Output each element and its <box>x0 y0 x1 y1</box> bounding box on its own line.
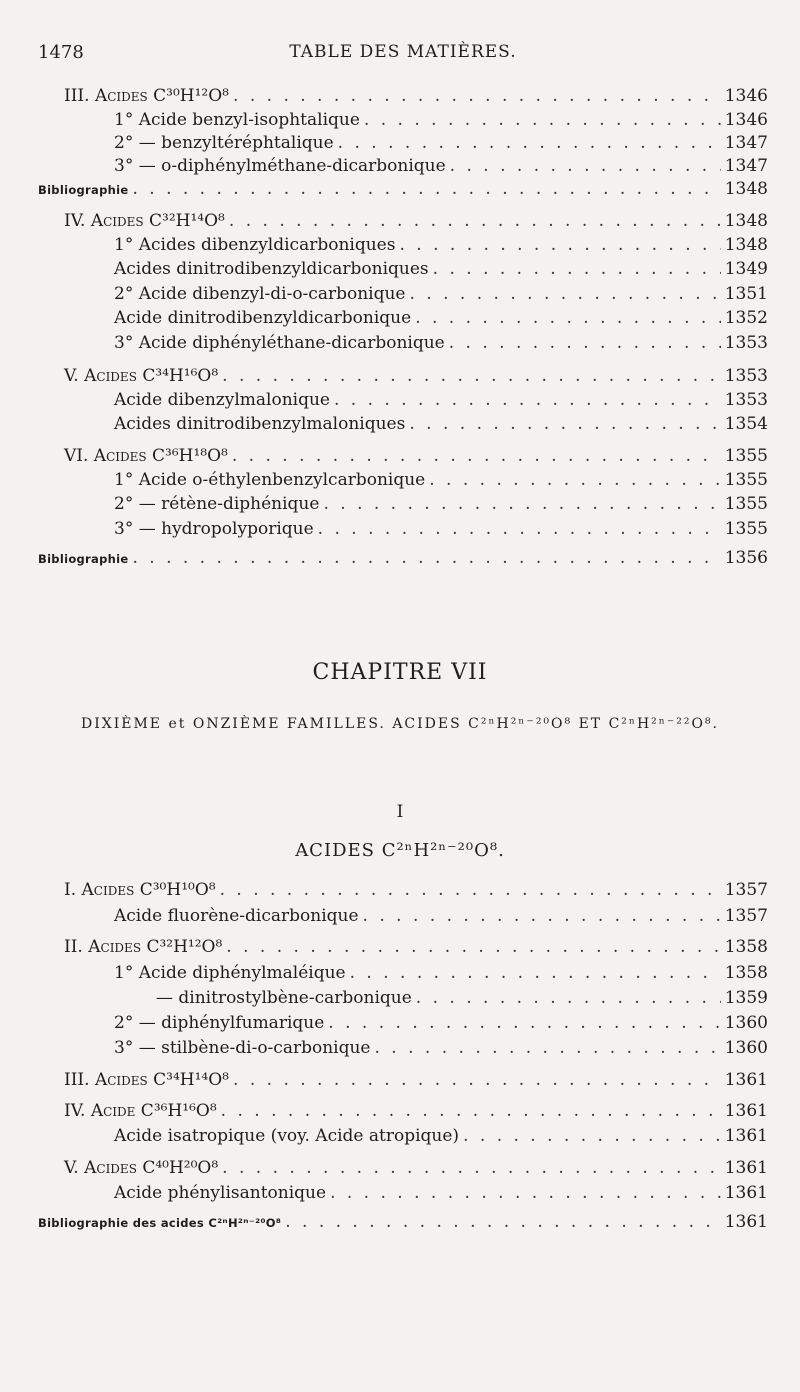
leader-dots <box>363 906 721 926</box>
toc-entry-label: 1° Acide diphénylmaléique <box>114 963 346 983</box>
toc-entry <box>114 414 768 434</box>
leader-dots <box>226 937 720 957</box>
leader-dots <box>364 110 721 130</box>
toc-entry-page: 1353 <box>724 366 768 386</box>
toc-entry-label: 1° Acide benzyl-isophtalique <box>114 110 360 130</box>
toc-entry <box>114 156 768 176</box>
toc-entry-label: 2° — benzyltéréphtalique <box>114 133 334 153</box>
toc-entry-label: Bibliographie <box>38 183 129 197</box>
toc-entry-page: 1355 <box>724 446 768 466</box>
toc-entry-page: 1355 <box>724 494 768 514</box>
toc-entry <box>38 179 768 199</box>
leader-dots <box>415 308 721 328</box>
leader-dots <box>232 446 721 466</box>
toc-entry-page: 1360 <box>724 1013 768 1033</box>
toc-entry-page: 1347 <box>724 156 768 176</box>
toc-entry <box>114 963 768 983</box>
toc-entry-label: Acide isatropique (voy. Acide atropique) <box>114 1126 460 1146</box>
toc-entry <box>114 133 768 153</box>
toc-entry <box>114 1183 768 1203</box>
page-number: 1478 <box>38 42 84 63</box>
toc-entry-page: 1360 <box>724 1038 768 1058</box>
toc-entry-page: 1361 <box>724 1126 768 1146</box>
toc-entry-label: Acides dinitrodibenzyldicarboniques <box>114 259 429 279</box>
toc-entry-label: III. Acides C³⁰H¹²O⁸ <box>64 86 230 106</box>
leader-dots <box>285 1212 721 1232</box>
toc-entry <box>38 1212 768 1232</box>
toc-entry-label: Bibliographie des acides C²ⁿH²ⁿ⁻²⁰O⁸ <box>38 1216 282 1230</box>
toc-entry-label: I. Acides C³⁰H¹⁰O⁸ <box>64 880 216 900</box>
toc-entry-page: 1346 <box>724 86 768 106</box>
toc-entry-label: V. Acides C⁴⁰H²⁰O⁸ <box>64 1158 219 1178</box>
toc-entry-page: 1355 <box>724 519 768 539</box>
toc-entry <box>114 519 768 539</box>
toc-entry-page: 1355 <box>724 470 768 490</box>
toc-entry-page: 1352 <box>724 308 768 328</box>
chapter-title: CHAPITRE VII <box>312 660 488 685</box>
toc-entry-label: 1° Acides dibenzyldicarboniques <box>114 235 396 255</box>
leader-dots <box>330 1183 721 1203</box>
toc-entry <box>64 880 768 900</box>
toc-entry-label: Acide phénylisantonique <box>114 1183 327 1203</box>
toc-entry-label: 2° — rétène-diphénique <box>114 494 320 514</box>
toc-entry-page: 1361 <box>724 1212 768 1232</box>
toc-entry-page: 1349 <box>724 259 768 279</box>
leader-dots <box>334 390 721 410</box>
toc-entry-label: V. Acides C³⁴H¹⁶O⁸ <box>64 366 219 386</box>
toc-entry-page: 1358 <box>724 937 768 957</box>
toc-entry-page: 1348 <box>724 235 768 255</box>
toc-entry-label: 2° — diphénylfumarique <box>114 1013 325 1033</box>
toc-entry-page: 1347 <box>724 133 768 153</box>
toc-entry <box>156 988 768 1008</box>
toc-entry-page: 1358 <box>724 963 768 983</box>
toc-entry-label: 1° Acide o-éthylenbenzylcarbonique <box>114 470 426 490</box>
leader-dots <box>132 548 720 568</box>
section-number: I <box>396 802 404 822</box>
toc-entry <box>64 366 768 386</box>
leader-dots <box>463 1126 721 1146</box>
toc-entry-page: 1361 <box>724 1183 768 1203</box>
toc-entry <box>114 259 768 279</box>
toc-entry <box>114 235 768 255</box>
leader-dots <box>233 86 721 106</box>
toc-entry-page: 1361 <box>724 1101 768 1121</box>
toc-entry-page: 1346 <box>724 110 768 130</box>
toc-entry-label: Acides dinitrodibenzylmaloniques <box>114 414 406 434</box>
toc-entry-label: III. Acides C³⁴H¹⁴O⁸ <box>64 1070 230 1090</box>
leader-dots <box>374 1038 720 1058</box>
toc-entry <box>114 110 768 130</box>
leader-dots <box>323 494 720 514</box>
leader-dots <box>429 470 720 490</box>
toc-entry-label: VI. Acides C³⁶H¹⁸O⁸ <box>64 446 228 466</box>
leader-dots <box>220 880 721 900</box>
toc-entry <box>114 333 768 353</box>
toc-entry-label: 3° — stilbène-di-o-carbonique <box>114 1038 371 1058</box>
toc-entry <box>114 284 768 304</box>
toc-entry-label: 3° — o-diphénylméthane-dicarbonique <box>114 156 446 176</box>
page-header <box>38 42 768 72</box>
toc-entry <box>64 1070 768 1090</box>
toc-entry <box>114 308 768 328</box>
leader-dots <box>433 259 721 279</box>
toc-entry <box>114 906 768 926</box>
toc-entry <box>114 1126 768 1146</box>
toc-entry-page: 1357 <box>724 880 768 900</box>
toc-entry <box>64 1158 768 1178</box>
leader-dots <box>229 211 721 231</box>
leader-dots <box>221 1101 721 1121</box>
toc-entry <box>38 548 768 568</box>
toc-entry-page: 1348 <box>724 179 768 199</box>
leader-dots <box>350 963 721 983</box>
toc-entry <box>64 446 768 466</box>
toc-entry-label: 2° Acide dibenzyl-di-o-carbonique <box>114 284 406 304</box>
toc-entry <box>64 937 768 957</box>
toc-entry <box>114 494 768 514</box>
leader-dots <box>450 156 721 176</box>
leader-dots <box>449 333 721 353</box>
leader-dots <box>132 179 720 199</box>
toc-entry-page: 1351 <box>724 284 768 304</box>
toc-entry-label: IV. Acide C³⁶H¹⁶O⁸ <box>64 1101 217 1121</box>
toc-entry-page: 1357 <box>724 906 768 926</box>
leader-dots <box>233 1070 721 1090</box>
toc-entry-page: 1361 <box>724 1070 768 1090</box>
leader-dots <box>318 519 721 539</box>
toc-entry-label: 3° — hydropolyporique <box>114 519 314 539</box>
toc-entry-page: 1354 <box>724 414 768 434</box>
toc-entry-page: 1353 <box>724 390 768 410</box>
toc-entry-page: 1356 <box>724 548 768 568</box>
toc-entry <box>114 1038 768 1058</box>
toc-entry-page: 1361 <box>724 1158 768 1178</box>
toc-entry-page: 1359 <box>724 988 768 1008</box>
toc-entry-label: Bibliographie <box>38 552 129 566</box>
leader-dots <box>409 284 720 304</box>
leader-dots <box>409 414 720 434</box>
leader-dots <box>338 133 721 153</box>
leader-dots <box>328 1013 720 1033</box>
toc-entry <box>64 1101 768 1121</box>
leader-dots <box>222 366 721 386</box>
toc-entry-label: — dinitrostylbène-carbonique <box>156 988 412 1008</box>
leader-dots <box>399 235 720 255</box>
toc-entry <box>114 390 768 410</box>
chapter-subtitle: DIXIÈME et ONZIÈME FAMILLES. ACIDES C²ⁿH²ⁿ⁻²⁰O⁸ ET C²ⁿH²ⁿ⁻²²O⁸. <box>81 716 719 732</box>
leader-dots <box>416 988 721 1008</box>
toc-entry-page: 1348 <box>724 211 768 231</box>
running-title: TABLE DES MATIÈRES. <box>289 42 517 62</box>
leader-dots <box>222 1158 721 1178</box>
toc-entry <box>114 470 768 490</box>
toc-entry-label: IV. Acides C³²H¹⁴O⁸ <box>64 211 225 231</box>
section-title: ACIDES C²ⁿH²ⁿ⁻²⁰O⁸. <box>295 840 505 861</box>
toc-entry-page: 1353 <box>724 333 768 353</box>
toc-entry-label: Acide fluorène-dicarbonique <box>114 906 359 926</box>
toc-entry-label: II. Acides C³²H¹²O⁸ <box>64 937 223 957</box>
toc-entry <box>114 1013 768 1033</box>
toc-entry <box>64 211 768 231</box>
toc-entry-label: Acide dibenzylmalonique <box>114 390 330 410</box>
toc-entry-label: Acide dinitrodibenzyldicarbonique <box>114 308 412 328</box>
toc-entry <box>64 86 768 106</box>
toc-entry-label: 3° Acide diphényléthane-dicarbonique <box>114 333 445 353</box>
